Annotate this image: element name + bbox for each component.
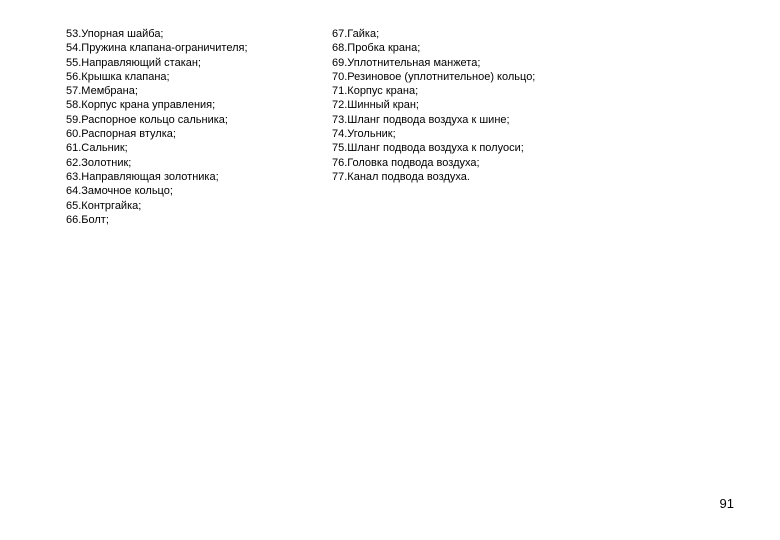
parts-list-left xyxy=(66,27,316,227)
list-item: 75.Шланг подвода воздуха к полуоси; xyxy=(332,142,524,155)
list-item: 54.Пружина клапана-ограничителя; xyxy=(66,42,248,55)
list-item: 76.Головка подвода воздуха; xyxy=(332,156,480,169)
list-item: 53.Упорная шайба; xyxy=(66,28,164,40)
list-item: 77.Канал подвода воздуха. xyxy=(332,170,470,183)
list-item: 56.Крышка клапана; xyxy=(66,70,170,83)
list-item: 66.Болт; xyxy=(66,213,109,226)
list-item: 73.Шланг подвода воздуха к шине; xyxy=(332,113,510,126)
list-item: 58.Корпус крана управления; xyxy=(66,99,216,112)
list-item: 65.Контргайка; xyxy=(66,199,142,212)
list-item: 60.Распорная втулка; xyxy=(66,128,176,141)
list-item: 63.Направляющая золотника; xyxy=(66,170,219,183)
list-item: 68.Пробка крана; xyxy=(332,42,421,55)
list-item: 61.Сальник; xyxy=(66,142,128,155)
list-item: 71.Корпус крана; xyxy=(332,85,419,98)
list-item: 59.Распорное кольцо сальника; xyxy=(66,113,228,126)
list-item: 67.Гайка; xyxy=(332,28,380,40)
list-item: 74.Угольник; xyxy=(332,128,396,141)
list-item: 57.Мембрана; xyxy=(66,85,138,98)
list-item: 69.Уплотнительная манжета; xyxy=(332,56,481,69)
list-item: 62.Золотник; xyxy=(66,156,132,169)
list-item: 55.Направляющий стакан; xyxy=(66,56,201,69)
list-item: 64.Замочное кольцо; xyxy=(66,185,173,198)
page-number: 91 xyxy=(719,496,734,511)
list-item: 70.Резиновое (уплотнительное) кольцо; xyxy=(332,70,536,83)
parts-list-right xyxy=(332,27,632,184)
list-item: 72.Шинный кран; xyxy=(332,99,419,112)
